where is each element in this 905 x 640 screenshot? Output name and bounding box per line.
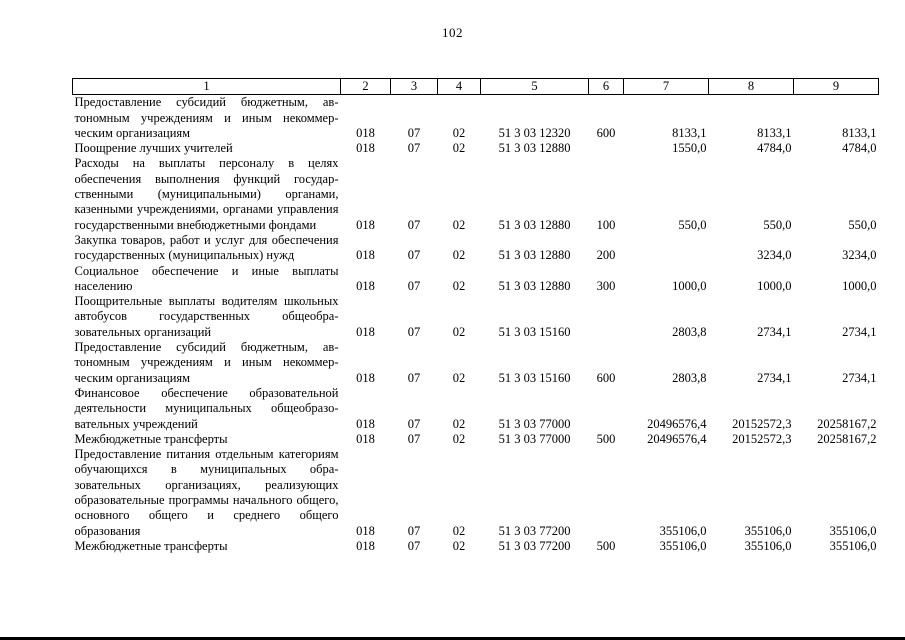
row-title-cell: Социальное обеспечение и иные выплаты населению (74, 263, 339, 293)
row-value-cell: 500 (596, 538, 616, 553)
row-value-cell: 02 (452, 431, 466, 446)
header-cell-9: 9 (794, 79, 879, 95)
budget-table (72, 78, 879, 554)
header-cell-7: 7 (624, 79, 709, 95)
row-value-cell: 20496576,4 (647, 416, 707, 431)
row-value-cell: 600 (596, 370, 616, 385)
row-value-cell: 018 (356, 370, 375, 385)
row-value-cell: 07 (407, 125, 421, 140)
row-value-cell: 51 3 03 77000 (498, 416, 571, 431)
row-title-cell: Предоставление питания отдельным категориям обучающихся в муниципальных образовательных организациях, реализующих образовательные программы начального общего, основного общего и среднего общего образования (74, 447, 339, 538)
row-value-cell: 1000,0 (842, 278, 877, 293)
row-value-cell: 018 (356, 416, 375, 431)
row-value-cell: 200 (596, 248, 616, 263)
row-value-cell: 4784,0 (757, 141, 792, 156)
header-cell-3: 3 (391, 79, 438, 95)
row-value-cell: 2803,8 (672, 324, 707, 339)
row-value-cell: 07 (407, 416, 421, 431)
table-row (73, 340, 879, 386)
row-value-cell: 07 (407, 248, 421, 263)
table-row (73, 95, 879, 141)
row-value-cell: 02 (452, 538, 466, 553)
row-value-cell: 355106,0 (829, 523, 877, 538)
row-value-cell: 07 (407, 523, 421, 538)
row-value-cell: 02 (452, 141, 466, 156)
row-value-cell (624, 233, 709, 264)
row-value-cell: 2734,1 (842, 370, 877, 385)
row-value-cell: 1000,0 (757, 278, 792, 293)
table-row (73, 233, 879, 264)
row-value-cell: 550,0 (848, 217, 877, 232)
row-value-cell: 600 (596, 125, 616, 140)
row-value-cell: 300 (596, 278, 616, 293)
row-value-cell (589, 141, 624, 156)
row-value-cell: 550,0 (763, 217, 792, 232)
table-row (73, 156, 879, 232)
row-value-cell: 1000,0 (672, 278, 707, 293)
row-value-cell: 07 (407, 538, 421, 553)
row-value-cell: 51 3 03 12320 (498, 125, 571, 140)
row-value-cell: 018 (356, 248, 375, 263)
row-value-cell: 51 3 03 77000 (498, 431, 571, 446)
row-value-cell: 02 (452, 370, 466, 385)
row-value-cell: 2734,1 (757, 324, 792, 339)
row-value-cell (589, 447, 624, 539)
header-cell-6: 6 (589, 79, 624, 95)
header-cell-8: 8 (709, 79, 794, 95)
row-value-cell (589, 294, 624, 340)
row-value-cell: 20258167,2 (817, 431, 877, 446)
row-value-cell: 51 3 03 12880 (498, 248, 571, 263)
table-body (73, 95, 879, 554)
row-value-cell: 018 (356, 324, 375, 339)
row-value-cell: 07 (407, 278, 421, 293)
row-value-cell: 355106,0 (659, 538, 707, 553)
row-value-cell: 355106,0 (744, 523, 792, 538)
row-title-cell: Межбюджетные трансферты (74, 538, 228, 553)
row-title-cell: Поощрительные выплаты водителям школьных автобусов государственных общеобразовательных организаций (74, 294, 339, 339)
row-value-cell: 02 (452, 278, 466, 293)
table-header-row (73, 79, 879, 95)
row-value-cell: 07 (407, 141, 421, 156)
row-title-cell: Предоставление субсидий бюджетным, автономным учреждениям и иным некоммерческим организациям (74, 340, 339, 385)
row-value-cell: 355106,0 (829, 538, 877, 553)
header-cell-1: 1 (73, 79, 341, 95)
row-value-cell: 02 (452, 416, 466, 431)
row-title-cell: Закупка товаров, работ и услуг для обеспечения государственных (муниципальных) нужд (74, 232, 339, 263)
row-value-cell: 018 (356, 217, 375, 232)
row-value-cell: 20496576,4 (647, 431, 707, 446)
row-value-cell: 4784,0 (842, 141, 877, 156)
row-title-cell: Финансовое обеспечение образовательной деятельности муниципальных общеобразовательных учреждений (74, 385, 339, 431)
row-value-cell: 018 (356, 125, 375, 140)
row-value-cell: 8133,1 (842, 125, 877, 140)
table-row (73, 386, 879, 432)
row-value-cell: 51 3 03 12880 (498, 278, 571, 293)
row-value-cell: 07 (407, 431, 421, 446)
row-value-cell: 3234,0 (757, 248, 792, 263)
row-value-cell: 02 (452, 523, 466, 538)
row-value-cell: 51 3 03 12880 (498, 217, 571, 232)
row-value-cell: 2803,8 (672, 370, 707, 385)
row-value-cell: 018 (356, 141, 375, 156)
row-value-cell: 3234,0 (842, 248, 877, 263)
row-value-cell: 550,0 (678, 217, 707, 232)
row-value-cell: 2734,1 (842, 324, 877, 339)
row-title-cell: Поощрение лучших учителей (74, 141, 233, 156)
row-value-cell: 1550,0 (672, 141, 707, 156)
row-value-cell: 2734,1 (757, 370, 792, 385)
table-row (73, 447, 879, 539)
row-value-cell: 02 (452, 324, 466, 339)
row-title-cell: Межбюджетные трансферты (74, 431, 228, 446)
table-row (73, 539, 879, 554)
page-number: 102 (442, 25, 463, 40)
row-value-cell: 51 3 03 77200 (498, 538, 571, 553)
row-value-cell: 51 3 03 77200 (498, 523, 571, 538)
row-value-cell: 07 (407, 217, 421, 232)
row-value-cell: 018 (356, 278, 375, 293)
row-value-cell: 20258167,2 (817, 416, 877, 431)
table-row (73, 294, 879, 340)
row-value-cell: 02 (452, 125, 466, 140)
row-value-cell: 07 (407, 370, 421, 385)
row-value-cell: 02 (452, 217, 466, 232)
row-value-cell: 02 (452, 248, 466, 263)
table-row (73, 141, 879, 156)
row-value-cell: 100 (596, 217, 616, 232)
header-cell-4: 4 (438, 79, 481, 95)
header-cell-5: 5 (481, 79, 589, 95)
row-value-cell: 8133,1 (672, 125, 707, 140)
row-value-cell: 355106,0 (744, 538, 792, 553)
row-value-cell: 500 (596, 431, 616, 446)
row-value-cell: 018 (356, 523, 375, 538)
table-row (73, 432, 879, 447)
row-value-cell: 51 3 03 12880 (498, 141, 571, 156)
row-title-cell: Предоставление субсидий бюджетным, автономным учреждениям и иным некоммерческим организациям (74, 95, 339, 140)
row-value-cell (589, 386, 624, 432)
row-value-cell: 20152572,3 (732, 431, 792, 446)
row-value-cell: 51 3 03 15160 (498, 370, 571, 385)
row-title-cell: Расходы на выплаты персоналу в целях обеспечения выполнения функций государственными (муниципальными) органами, казенными учреждениями, органами управления государственными внебюджетными фондами (74, 156, 339, 232)
row-value-cell: 20152572,3 (732, 416, 792, 431)
table-row (73, 264, 879, 295)
row-value-cell: 8133,1 (757, 125, 792, 140)
row-value-cell: 355106,0 (659, 523, 707, 538)
row-value-cell: 51 3 03 15160 (498, 324, 571, 339)
row-value-cell: 018 (356, 538, 375, 553)
row-value-cell: 07 (407, 324, 421, 339)
row-value-cell: 018 (356, 431, 375, 446)
header-cell-2: 2 (341, 79, 391, 95)
